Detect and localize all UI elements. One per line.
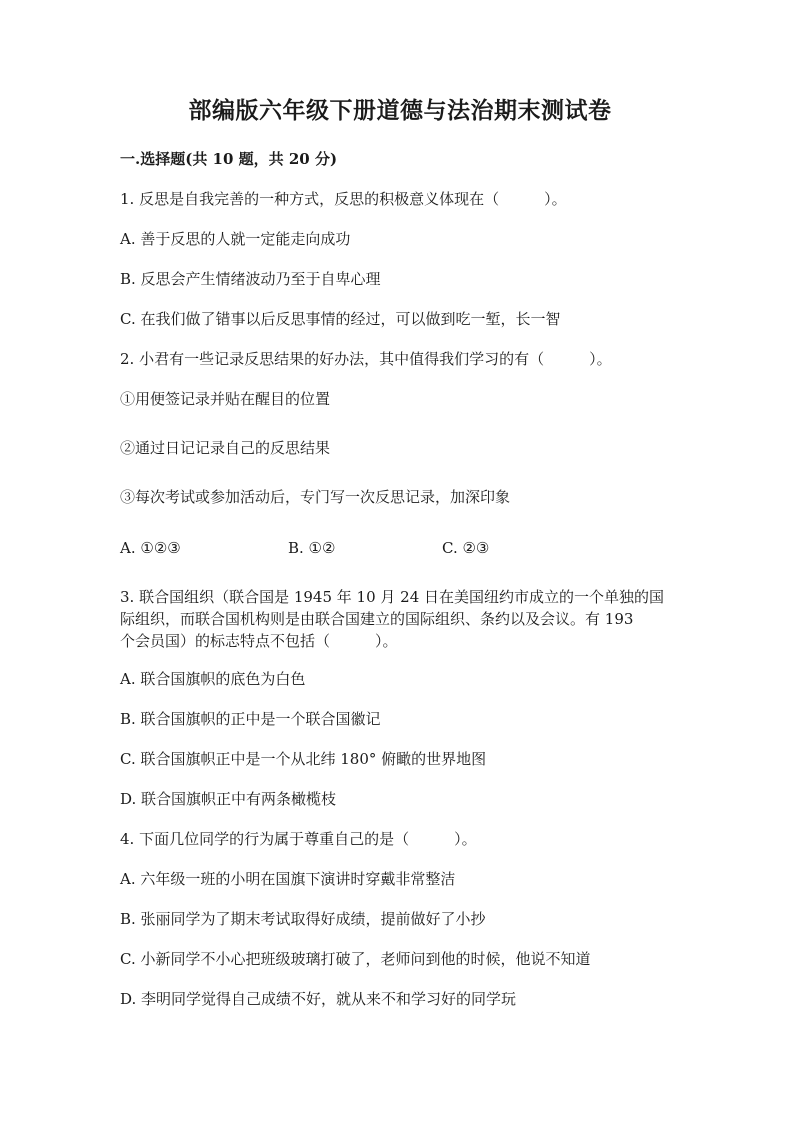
page-title: 部编版六年级下册道德与法治期末测试卷 (188, 97, 612, 124)
question-1-option-b[interactable]: B. 反思会产生情绪波动乃至于自卑心理 (120, 270, 381, 288)
section-heading: 一.选择题(共 10 题，共 20 分) (120, 150, 338, 168)
question-2-options (120, 537, 700, 559)
question-2-option-a[interactable]: A. ①②③ (120, 539, 181, 557)
question-2-option-c[interactable]: C. ②③ (442, 539, 490, 557)
question-1-option-a[interactable]: A. 善于反思的人就一定能走向成功 (120, 230, 351, 248)
question-2-statement-3: ③每次考试或参加活动后，专门写一次反思记录，加深印象 (120, 488, 511, 506)
question-1-option-c[interactable]: C. 在我们做了错事以后反思事情的经过，可以做到吃一堑，长一智 (120, 310, 561, 328)
question-3-stem-line-3: 个会员国）的标志特点不包括（ ）。 (120, 632, 398, 650)
question-3-option-b[interactable]: B. 联合国旗帜的正中是一个联合国徽记 (120, 710, 381, 728)
question-2-statement-1: ①用便签记录并贴在醒目的位置 (120, 390, 331, 408)
question-2-option-b[interactable]: B. ①② (288, 539, 336, 557)
question-3-option-c[interactable]: C. 联合国旗帜正中是一个从北纬 180° 俯瞰的世界地图 (120, 750, 487, 768)
question-4-stem: 4. 下面几位同学的行为属于尊重自己的是（ ）。 (120, 830, 477, 848)
question-4-option-d[interactable]: D. 李明同学觉得自己成绩不好，就从来不和学习好的同学玩 (120, 990, 517, 1008)
question-1-stem: 1. 反思是自我完善的一种方式，反思的积极意义体现在（ ）。 (120, 190, 567, 208)
question-2-statement-2: ②通过日记记录自己的反思结果 (120, 439, 331, 457)
question-4-option-b[interactable]: B. 张丽同学为了期末考试取得好成绩，提前做好了小抄 (120, 910, 486, 928)
question-3-stem-line-1: 3. 联合国组织（联合国是 1945 年 10 月 24 日在美国纽约市成立的一个单独的国 (120, 588, 665, 606)
question-4-option-c[interactable]: C. 小新同学不小心把班级玻璃打破了，老师问到他的时候，他说不知道 (120, 950, 591, 968)
question-2-stem: 2. 小君有一些记录反思结果的好办法，其中值得我们学习的有（ ）。 (120, 350, 612, 368)
question-3-option-d[interactable]: D. 联合国旗帜正中有两条橄榄枝 (120, 790, 337, 808)
question-4-option-a[interactable]: A. 六年级一班的小明在国旗下演讲时穿戴非常整洁 (120, 870, 456, 888)
question-3-option-a[interactable]: A. 联合国旗帜的底色为白色 (120, 670, 306, 688)
question-3-stem-line-2: 际组织，而联合国机构则是由联合国建立的国际组织、条约以及会议。有 193 (120, 610, 634, 628)
